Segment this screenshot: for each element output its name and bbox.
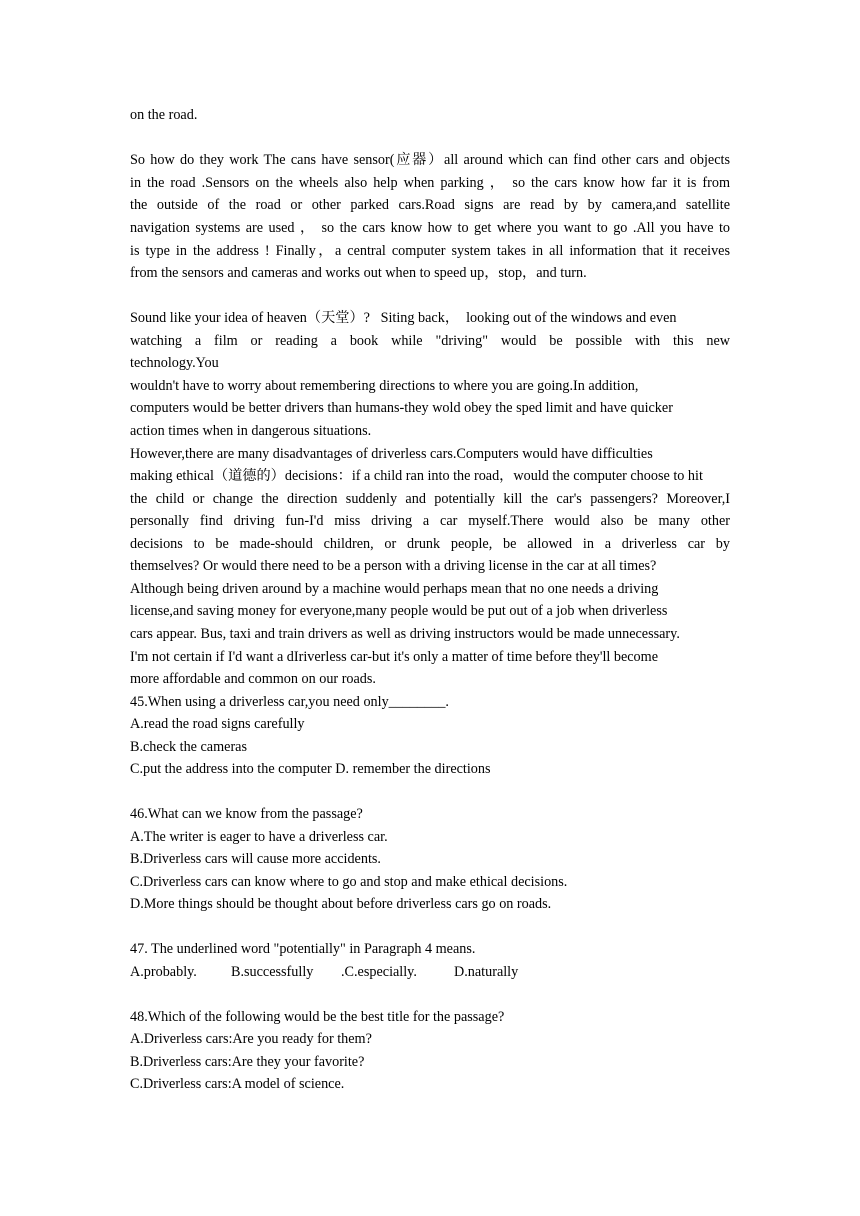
- q45-option-cd: C.put the address into the computer D. remember the directions: [130, 761, 491, 777]
- p5-line: I'm not certain if I'd want a dIriverless car-but it's only a matter of time before they'll become: [130, 649, 658, 665]
- p5-line: more affordable and common on our roads.: [130, 671, 376, 687]
- q46-option-c: C.Driverless cars can know where to go and stop and make ethical decisions.: [130, 874, 568, 890]
- p4-line: personally find driving fun-I'd miss driving a car myself.There would also be many other: [130, 513, 730, 529]
- q47-stem: 47. The underlined word "potentially" in Paragraph 4 means.: [130, 941, 476, 957]
- q47-option-b: B.successfully: [231, 964, 314, 980]
- p2-line: the outside of the road or other parked cars.Road signs are read by by camera,and satellite: [130, 197, 730, 213]
- p4-line: the child or change the direction suddenly and potentially kill the car's passengers? Moreover,I: [130, 491, 730, 507]
- p3-line: action times when in dangerous situations.: [130, 423, 372, 439]
- p3-line: Sound like your idea of heaven（天堂）? Siting back， looking out of the windows and even: [130, 310, 677, 326]
- passage-intro-end: on the road.: [130, 107, 198, 123]
- q46-option-a: A.The writer is eager to have a driverless car.: [130, 829, 388, 845]
- q47-option-c: .C.especially.: [341, 964, 417, 980]
- q48-option-c: C.Driverless cars:A model of science.: [130, 1076, 345, 1092]
- p4-line: themselves? Or would there need to be a person with a driving license in the car at all times?: [130, 558, 657, 574]
- p2-line: in the road .Sensors on the wheels also help when parking ， so the cars know how far it is from: [130, 175, 730, 191]
- q46-option-b: B.Driverless cars will cause more accidents.: [130, 851, 381, 867]
- p5-line: license,and saving money for everyone,many people would be put out of a job when driverless: [130, 603, 668, 619]
- p3-line: technology.You: [130, 355, 219, 371]
- q48-option-b: B.Driverless cars:Are they your favorite?: [130, 1054, 365, 1070]
- p2-line: So how do they work The cans have sensor(应器）all around which can find other cars and objects: [130, 152, 730, 168]
- p3-line: watching a film or reading a book while "driving" would be possible with this new: [130, 333, 730, 349]
- q46-option-d: D.More things should be thought about before driverless cars go on roads.: [130, 896, 552, 912]
- p4-line: making ethical（道德的）decisions：if a child ran into the road，would the computer choose to hit: [130, 468, 703, 484]
- q45-option-a: A.read the road signs carefully: [130, 716, 305, 732]
- p2-line: is type in the address ! Finally，a central computer system takes in all information that it receives: [130, 243, 730, 259]
- q45-stem: 45.When using a driverless car,you need only________.: [130, 694, 449, 710]
- q47-option-a: A.probably.: [130, 964, 197, 980]
- p3-line: computers would be better drivers than humans-they wold obey the sped limit and have quicker: [130, 400, 673, 416]
- p5-line: Although being driven around by a machine would perhaps mean that no one needs a driving: [130, 581, 659, 597]
- p3-line: wouldn't have to worry about remembering directions to where you are going.In addition,: [130, 378, 639, 394]
- p4-line: However,there are many disadvantages of driverless cars.Computers would have difficulties: [130, 446, 653, 462]
- p5-line: cars appear. Bus, taxi and train drivers as well as driving instructors would be made unnecessary.: [130, 626, 680, 642]
- q46-stem: 46.What can we know from the passage?: [130, 806, 363, 822]
- q48-stem: 48.Which of the following would be the best title for the passage?: [130, 1009, 505, 1025]
- p4-line: decisions to be made-should children, or drunk people, be allowed in a driverless car by: [130, 536, 730, 552]
- p2-line: from the sensors and cameras and works out when to speed up，stop，and turn.: [130, 265, 587, 281]
- p2-line: navigation systems are used ， so the cars know how to get where you want to go .All you have to: [130, 220, 730, 236]
- q47-option-d: D.naturally: [454, 964, 519, 980]
- q45-option-b: B.check the cameras: [130, 739, 247, 755]
- q48-option-a: A.Driverless cars:Are you ready for them?: [130, 1031, 372, 1047]
